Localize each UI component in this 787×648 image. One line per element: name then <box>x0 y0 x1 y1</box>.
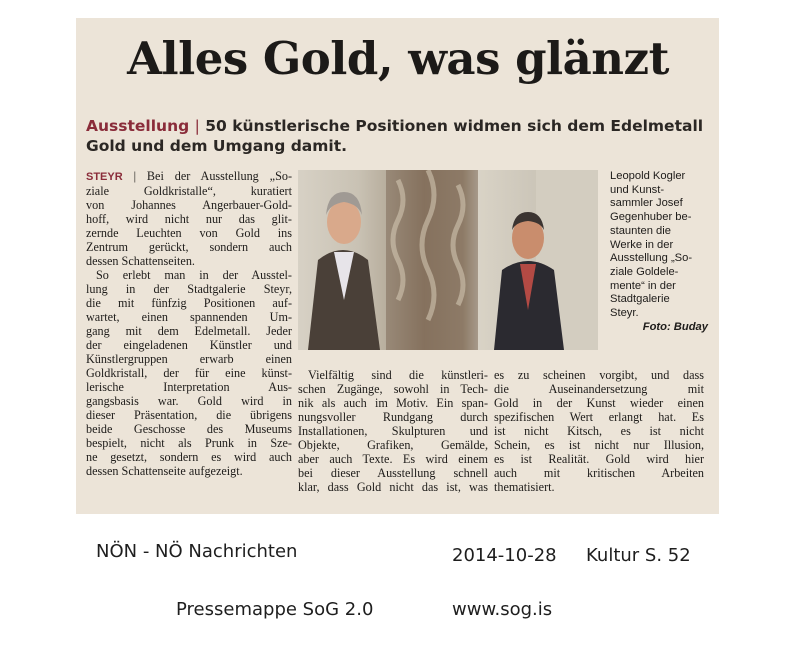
column-line: beide Geschosse des Museums <box>86 422 292 436</box>
line-text: | Bei der Ausstellung „So- <box>133 169 292 183</box>
caption-line: Steyr. <box>610 307 639 320</box>
caption-line: Stadtgalerie <box>610 293 670 306</box>
subhead-line-2: Gold und dem Umgang damit. <box>86 137 348 155</box>
column-line: So erlebt man in der Ausstel- <box>96 268 292 282</box>
column-line: nik als auch im Motiv. Ein span- <box>298 396 488 410</box>
column-line <box>86 169 292 184</box>
column-line: Künstlergruppen erwarb einen <box>86 352 292 366</box>
column-line: wartet, einen spannenden Um- <box>86 310 292 324</box>
article-column-2 <box>298 368 488 494</box>
caption-line: staunten die <box>610 224 671 237</box>
column-line: Installationen, Skulpturen und <box>298 424 488 438</box>
caption-line: und Kunst- <box>610 183 665 196</box>
column-line: ziale Goldkristalle“, kuratiert <box>86 184 292 198</box>
caption-line: Gegenhuber be- <box>610 211 692 224</box>
website-label: www.sog.is <box>452 599 553 620</box>
date-label: 2014-10-28 <box>452 545 557 566</box>
column-line: der eingeladenen Künstler und <box>86 338 292 352</box>
column-line: dieser Präsentation, die übrigens <box>86 408 292 422</box>
column-line: spezifischen Wert erlangt hat. Es <box>494 410 704 424</box>
photo-caption <box>610 170 708 334</box>
column-line: ne gesetzt, sondern es wird auch <box>86 450 292 464</box>
column-line: es zu scheinen vorgibt, und dass <box>494 368 704 382</box>
column-line: lerische Interpretation Aus- <box>86 380 292 394</box>
column-line: bespielt, nicht als Prunk in Sze- <box>86 436 292 450</box>
source-label: NÖN - NÖ Nachrichten <box>96 541 298 562</box>
caption-line: Werke in der <box>610 238 674 251</box>
column-line: gangsbasis war. Gold wird in <box>86 394 292 408</box>
column-line: zernde Leuchten von Gold ins <box>86 226 292 240</box>
kicker-separator: | <box>194 117 200 135</box>
column-line: aber auch Texte. Es wird einem <box>298 452 488 466</box>
column-line: dessen Schattenseiten. <box>86 254 195 268</box>
person-left <box>308 192 380 350</box>
caption-line: ziale Goldele- <box>610 265 679 278</box>
column-line: ist nicht Kitsch, es ist nicht <box>494 424 704 438</box>
location-tag: STEYR <box>86 171 123 183</box>
caption-line: sammler Josef <box>610 197 683 210</box>
column-line: die mit fünfzig Positionen auf- <box>86 296 292 310</box>
caption-line: Leopold Kogler <box>610 170 686 182</box>
subheadline <box>86 116 718 156</box>
caption-line: Ausstellung „So- <box>610 252 693 265</box>
column-line: nungsvoller Rundgang durch <box>298 410 488 424</box>
column-line: lung in der Stadtgalerie Steyr, <box>86 282 292 296</box>
column-line: dessen Schattenseite aufgezeigt. <box>86 464 243 478</box>
column-line: gang mit dem Edelmetall. Jeder <box>86 324 292 338</box>
column-line: Objekte, Grafiken, Gemälde, <box>298 438 488 452</box>
column-line: hoff, wird nicht nur das glit- <box>86 212 292 226</box>
photo-illustration <box>298 170 598 350</box>
column-line: Vielfältig sind die künstleri- <box>308 368 488 382</box>
press-kit-label: Pressemappe SoG 2.0 <box>176 599 374 620</box>
column-line: Gold in der Kunst wieder einen <box>494 396 704 410</box>
column-line: von Johannes Angerbauer-Gold- <box>86 198 292 212</box>
caption-line: mente“ in der <box>610 279 676 292</box>
column-line: es ist Realität. Gold wird hier <box>494 452 704 466</box>
column-line: Schein, es ist nicht nur Illusion, <box>494 438 704 452</box>
column-line: auch mit kritischen Arbeiten <box>494 466 704 480</box>
column-line: Goldkristall, der für eine künst- <box>86 366 292 380</box>
kicker: Ausstellung <box>86 117 190 135</box>
column-line: klar, dass Gold nicht das ist, was <box>298 480 488 494</box>
newspaper-clipping <box>76 18 719 514</box>
column-line: die Auseinandersetzung mit <box>494 382 704 396</box>
headline: Alles Gold, was glänzt <box>127 32 669 85</box>
article-column-3 <box>494 368 704 494</box>
section-label: Kultur S. 52 <box>586 545 691 566</box>
subhead-line-1: 50 künstlerische Positionen widmen sich dem Edelmetall <box>205 117 704 135</box>
photo-credit: Foto: Buday <box>642 320 708 333</box>
exhibition-photo <box>298 170 598 350</box>
column-line: Zentrum gerückt, sondern auch <box>86 240 292 254</box>
column-line: schen Zugänge, sowohl in Tech- <box>298 382 488 396</box>
column-line: thematisiert. <box>494 480 555 494</box>
column-line: bei dieser Ausstellung schnell <box>298 466 488 480</box>
article-column-1 <box>86 169 292 478</box>
